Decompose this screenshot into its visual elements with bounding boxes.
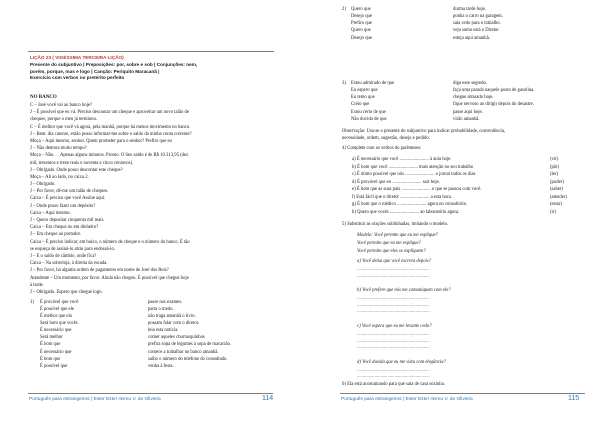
ex3-right-item: faça uma parada naquele posto de gasolina.	[453, 88, 535, 94]
footer-text-right: Português para estrangeiros | Ester Ester Abreu V. de Oliveira	[341, 397, 473, 402]
ex3-right-item: virão amanhã.	[453, 116, 480, 122]
ex3-right-item: chegue atrasado hoje.	[453, 95, 494, 101]
question-line: a) Você deixa que você escreva depois?	[357, 259, 432, 264]
ex2-right-item: esteja aqui amanhã.	[453, 35, 490, 41]
exercise-completion: comece a trabalhar no banco amanhã.	[148, 349, 219, 355]
dialogue-line: Caixa – Na sobreloja, à direita da escada.	[30, 261, 108, 267]
exercise-prompt: É necessário que	[40, 349, 72, 355]
footer-text: Português para estrangeiros | Ester Ester Abreu V. de Oliveira	[29, 397, 161, 402]
dialogue-line: C – É melhor que você vá agora, pela manhã, porque há menos movimento no banco.	[30, 124, 191, 130]
fill-blank-item	[352, 164, 567, 172]
ex2-right-column	[453, 6, 503, 42]
dialogue-line: Caixa – É preciso que você Assine aqui.	[30, 196, 106, 202]
ex2-left-item: Quero que	[351, 28, 371, 34]
question-line: d) Você duvida que eu me vista com elegância?	[357, 359, 446, 365]
dialogue-line: Caixa – Aqui mesmo.	[30, 210, 71, 216]
verb-hint: (poder)	[550, 179, 564, 185]
answer-line: ..............................................................	[357, 267, 430, 272]
fill-blank-item	[352, 179, 567, 187]
ex2-left-item: Desejo que	[351, 35, 372, 41]
ex3-number: 3)	[342, 81, 346, 86]
dialogue-line: Atendente – Um momento, por favor. Ainda não chegou. É possível que chegue hoje	[30, 275, 189, 281]
ex3-left-column	[351, 80, 394, 123]
fill-blank-text: c) É ótimo possível que nós ......................... o jornal todos os dias	[352, 172, 476, 177]
exercise-prompt: É necessário que	[40, 328, 72, 334]
fill-blank-text: f) Está fácil que o diretor ......................... a esta hora.	[352, 194, 452, 200]
subtitle-line: Presente do subjuntivo | Preposições: por, sobre e sob | Conjunções: nem,	[30, 62, 198, 67]
exercise-completion: comer aqueles churrasquinhos	[148, 335, 205, 341]
exercise-completion: passe nos exames.	[148, 299, 183, 305]
exercise-left-column	[40, 299, 78, 371]
ex3-right-item: diga esse segredo.	[453, 81, 487, 86]
question-line: b) Você prefere que nós me comuniquem com ele?	[357, 288, 451, 294]
ex3-left-item: Eu temo que	[351, 95, 375, 101]
dialogue-line: J – Em cheque ao portador.	[30, 232, 82, 238]
ex3-left-item: Estou admirado de que	[351, 81, 395, 86]
answer-line: ..............................................................	[357, 273, 430, 279]
exercise-completion: parta o medo.	[148, 306, 174, 312]
ex2-right-item: saia cedo para o trabalho.	[453, 21, 501, 27]
dialogue-line: C – José você vai ao banco hoje?	[30, 103, 93, 108]
exercise-completion: venha à festa.	[148, 363, 174, 369]
dialogue-line: J – Onde posso fazer um depósito?	[30, 203, 96, 209]
fill-blank-text: e) É bom que as suas pais ......................... o que se passou com você.	[352, 187, 482, 192]
fill-blank-item	[352, 194, 567, 202]
ex3-right-item: fique nervoso ao dirigir depois do desastre.	[453, 102, 534, 108]
dialogue-line: J – Obrigado. Onde posso descontar este cheque?	[30, 167, 123, 173]
ex2-left-item: Desejo que	[351, 14, 372, 20]
footer-rule-right	[340, 393, 585, 394]
exercise-completion: possam falar com o diretor.	[148, 320, 200, 326]
ex3-left-item: Não duvido de que	[351, 116, 387, 122]
ex2-right-item: ponha o carro na garagem.	[453, 14, 503, 20]
ex3-right-item: passe aqui hoje.	[453, 109, 483, 115]
fill-blank-item	[352, 156, 567, 164]
ex5-title: 5) Substituir as orações sublinhadas, imitando o modelo.	[342, 222, 449, 227]
fill-blank-item	[352, 171, 567, 179]
ex2-left-item: Quero que	[351, 7, 371, 12]
fill-blank-text: d) É provável que eu ......................... sair hoje.	[352, 179, 440, 185]
ex2-left-item: Prefiro que	[351, 21, 372, 27]
verb-hint: (saber)	[550, 187, 564, 192]
dialogue-line: J – É possível que eu vá. Preciso descontar um cheque e aproveitar um novo talão de	[30, 110, 189, 116]
answer-line: ..............................................................	[357, 367, 430, 373]
dialogue	[30, 102, 192, 296]
exercise-completion: leia esta notícia.	[148, 328, 179, 334]
observation-line: necessidade, ordem, sugestão, desejo e pedido.	[342, 136, 430, 142]
fill-blank-item	[352, 186, 567, 194]
fill-blank-item	[352, 201, 567, 209]
fill-blank-text: a) É necessário que você ......................... à aula hoje.	[352, 157, 452, 162]
dialogue-line: J – Por favor, dê-me um talão de cheques.	[30, 189, 109, 195]
model-line: Você permite que eles se expliquem?	[357, 249, 426, 254]
dialogue-line: se esqueça de assiná-lo atrás para endossá-lo.	[30, 246, 115, 252]
ex2-right-item: veja somo está o Diretor.	[453, 28, 500, 34]
exercise-prompt: É provável que você	[40, 299, 79, 305]
footer-rule	[28, 393, 273, 394]
dialogue-line: Moça – Não. . . Apenas alguns minutos. Pronto. O Seu saldo é de R$ 10.313,95 (dez	[30, 153, 189, 159]
answer-line: ..............................................................	[357, 302, 430, 308]
fill-blank-text: b) É bom que você ......................... mais atenção no seu trabalho	[352, 164, 474, 170]
dialogue-line: J – Não demora muito tempo?	[30, 146, 87, 152]
answer-line: ..............................................................	[357, 345, 430, 351]
subtitle-line: porém, porque, mas e logo | Canção: Periquito Maracanã |	[30, 68, 160, 74]
fill-blank-text: g) É bom que o médico ......................... agora no consultório.	[352, 202, 468, 207]
dialogue-line: Caixa – É preciso indicar, em baixo, o número de cheque e o número do banco. É tão	[30, 239, 190, 245]
dialogue-line: J – Obrigado.	[30, 182, 56, 188]
ex3-left-item: Estou certo de que	[351, 109, 386, 115]
top-rule	[28, 51, 274, 52]
ex6: 6) Ela está acostumando para que saia de casa sozinha.	[342, 382, 445, 387]
exercise-prompt: É melhor que ela	[40, 313, 72, 319]
answer-line: ..............................................................	[357, 309, 430, 315]
dialogue-line: J – E o saldo de câmbio, onde fica?	[30, 253, 97, 259]
observation	[342, 128, 505, 143]
ex3-left-item: Eu espero que	[351, 88, 378, 94]
dialogue-line: Moça – Aqui mesmo, senhor. Quem prometer para o senhor? Prefiro que eu	[30, 138, 172, 144]
observation-line: Observação: Usa-se o presente do subjuntivo para indicar probabilidade, conveniência,	[342, 129, 506, 134]
exercise-prompt: É bom que	[40, 342, 61, 348]
model-line: Modelo: Você permite que eu me explique?	[357, 233, 438, 238]
exercise-prompt: Será bom que vocês	[40, 320, 78, 326]
answer-line: ..............................................................	[357, 332, 430, 337]
dialogue-line: à tarde.	[30, 282, 44, 288]
verb-hint: (pôr)	[550, 164, 560, 170]
section-heading: NO BANCO	[30, 95, 57, 100]
page-number: 114	[262, 395, 274, 402]
fill-blank-item	[352, 209, 567, 217]
answer-line: ..............................................................	[357, 374, 430, 380]
ex2-number: 2)	[342, 7, 346, 12]
exercise-completion: prefira sopa de legumes à sopa de macarrão.	[148, 342, 232, 348]
exercise-completion: não traga amanhã o livro.	[148, 313, 196, 319]
subtitle-line: Exercício com verbos no pretérito perfeito	[30, 75, 125, 80]
model-line: Você permite que eu me explique?	[357, 241, 421, 246]
ex4-title: 4) Complete com os verbos do parênteses:	[342, 146, 422, 151]
verb-hint: (atender)	[550, 194, 567, 200]
verb-hint: (vir)	[550, 157, 559, 162]
lesson-title: LIÇÃO 23 ( VIGÉSSIMA TERCEIRA LIÇÃO)	[30, 55, 124, 60]
dialogue-line: Moça – Ali ao lado, no caixa 2.	[30, 174, 89, 180]
ex2-left-column	[351, 6, 372, 42]
dialogue-line: Caixa – Em cheque ou em dinheiro?	[30, 225, 99, 231]
dialogue-line: cheques, porque o meu já terminou.	[30, 117, 98, 123]
exercise-prompt: É bom que	[40, 356, 61, 362]
exercise-prompt: É possível que	[40, 363, 68, 369]
exercise-completion: saibo o número do telefone do consultado.	[148, 356, 228, 362]
verb-hint: (estar)	[550, 202, 562, 207]
dialogue-line: J – Bem. dia catorze, então posso informar-me sobre o saldo da minha conta corrente?	[30, 131, 192, 137]
answer-line: ..............................................................	[357, 296, 430, 302]
fill-blank-text: h) Quero que vocês ......................... ao laboratório agora.	[352, 209, 460, 215]
dialogue-line: J – Obrigado. Espero que chegue logo.	[30, 289, 103, 295]
dialogue-line: J – Por favor, há alguma ordem de pagamento em nome de José dos Reis?	[30, 268, 169, 274]
verb-hint: (ir)	[550, 209, 556, 215]
model-example	[357, 232, 438, 256]
dialogue-line: J – Quero depositar cinquenta mil reais.	[30, 218, 105, 223]
dialogue-line: mil, trezentos e treze reais e noventa e cinco centavos).	[30, 160, 134, 166]
answer-line: ..............................................................	[357, 338, 430, 344]
ex4-items	[352, 156, 567, 216]
question-line: c) Você espera que eu me levante cedo?	[357, 324, 432, 329]
ex3-left-item: Creio que	[351, 102, 370, 108]
ex3-right-column	[453, 80, 534, 123]
exercise-prompt: Será melhor	[40, 335, 63, 341]
page-115	[300, 0, 600, 424]
exercise-number: 1)	[30, 300, 34, 305]
exercise-prompt: É possível que ele	[40, 306, 74, 312]
page-number-right: 115	[568, 395, 580, 402]
exercise-right-column	[148, 299, 231, 371]
verb-hint: (ler)	[550, 172, 559, 177]
ex2-right-item: durma tarde hoje.	[453, 7, 486, 12]
